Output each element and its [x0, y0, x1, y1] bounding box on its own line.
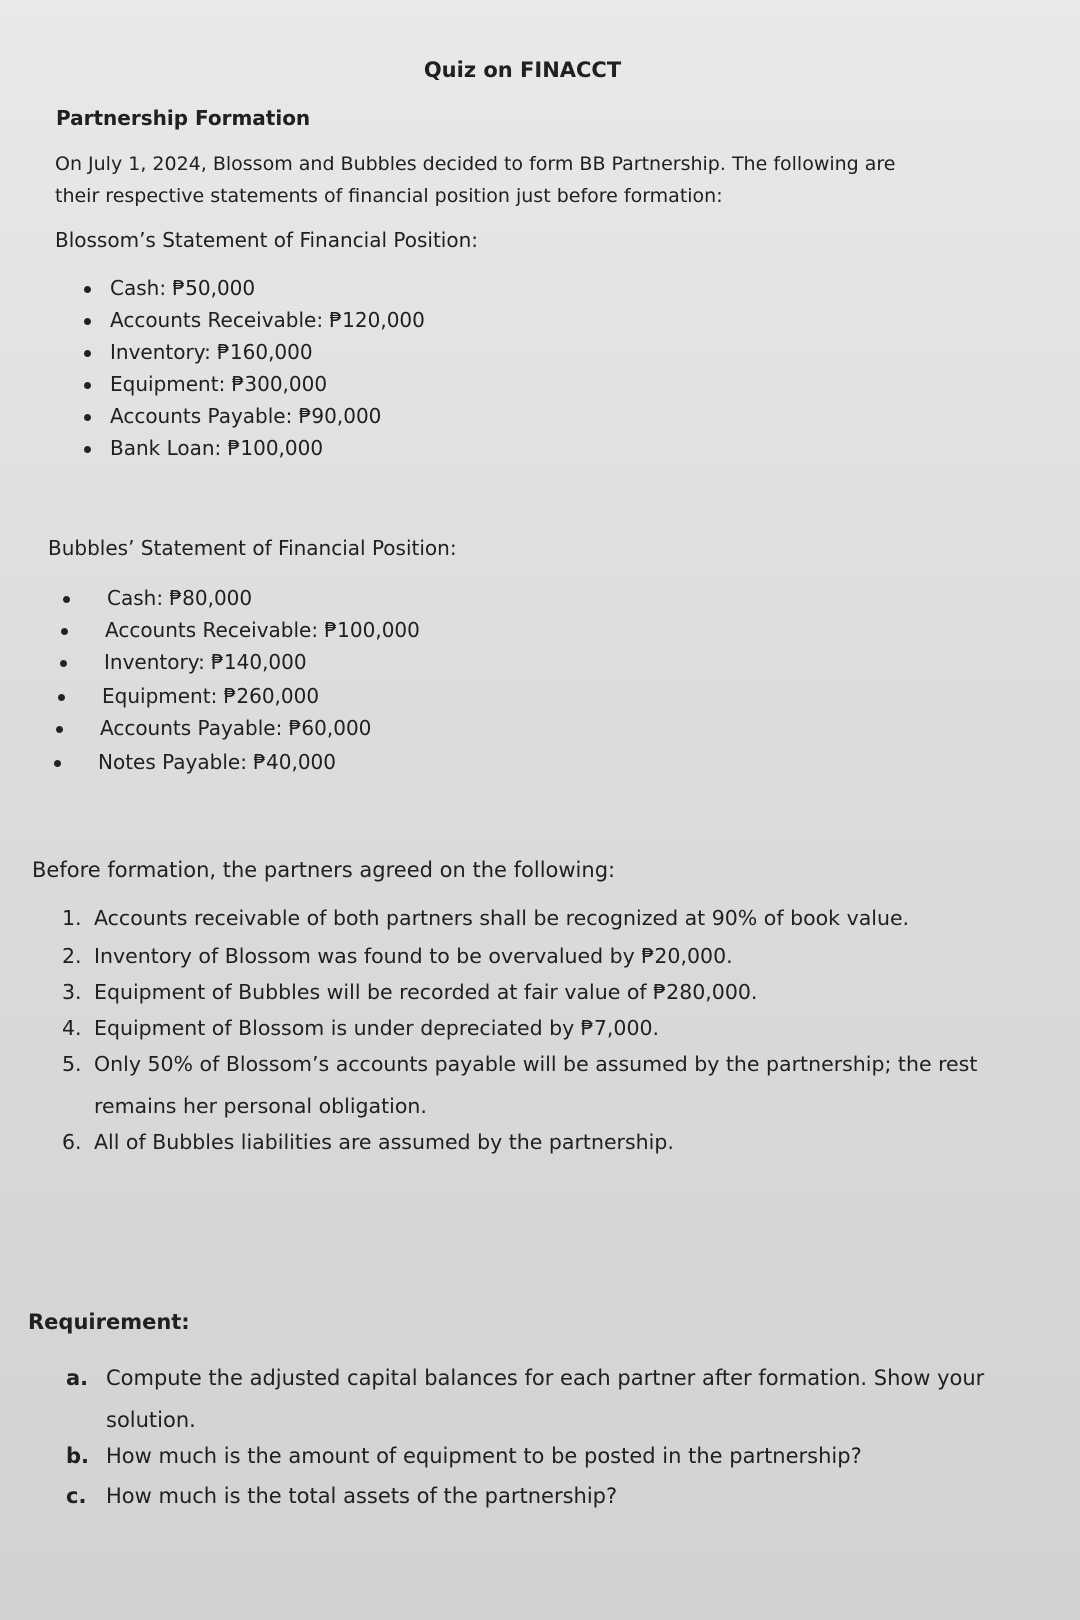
list-item: 1. Accounts receivable of both partners shall be recognized at 90% of book value.	[62, 906, 910, 930]
list-item: 5. Only 50% of Blossom’s accounts payable will be assumed by the partnership; the rest	[62, 1052, 978, 1076]
list-item: Cash: ₱80,000	[107, 586, 252, 610]
list-item: Equipment: ₱300,000	[110, 372, 327, 396]
list-item-continuation: remains her personal obligation.	[94, 1094, 427, 1118]
bullet-icon	[61, 628, 68, 635]
bullet-icon	[84, 350, 91, 357]
bullet-icon	[54, 760, 61, 767]
list-item: 6. All of Bubbles liabilities are assumed by the partnership.	[62, 1130, 674, 1154]
bullet-icon	[84, 414, 91, 421]
list-item: 2. Inventory of Blossom was found to be overvalued by ₱20,000.	[62, 944, 733, 968]
list-item: 3. Equipment of Bubbles will be recorded at fair value of ₱280,000.	[62, 980, 758, 1004]
bullet-icon	[84, 318, 91, 325]
list-item: a. Compute the adjusted capital balances for each partner after formation. Show your	[66, 1366, 985, 1390]
list-item: Equipment: ₱260,000	[102, 684, 319, 708]
bullet-icon	[63, 596, 70, 603]
list-item: b. How much is the amount of equipment to be posted in the partnership?	[66, 1444, 862, 1468]
section-heading: Partnership Formation	[56, 106, 311, 130]
intro-line-1: On July 1, 2024, Blossom and Bubbles decided to form BB Partnership. The following are	[55, 153, 896, 175]
blossom-heading: Blossom’s Statement of Financial Position:	[55, 228, 478, 252]
list-item: Accounts Payable: ₱60,000	[100, 716, 371, 740]
list-item: Cash: ₱50,000	[110, 276, 255, 300]
bullet-icon	[60, 660, 67, 667]
list-item: Notes Payable: ₱40,000	[98, 750, 336, 774]
list-item: Accounts Receivable: ₱120,000	[110, 308, 425, 332]
bullet-icon	[56, 726, 63, 733]
list-item: Bank Loan: ₱100,000	[110, 436, 323, 460]
list-item: Inventory: ₱160,000	[110, 340, 313, 364]
list-item: c. How much is the total assets of the partnership?	[66, 1484, 618, 1508]
intro-line-2: their respective statements of financial position just before formation:	[55, 185, 723, 207]
list-item-continuation: solution.	[106, 1408, 196, 1432]
list-item: Accounts Receivable: ₱100,000	[105, 618, 420, 642]
bullet-icon	[84, 446, 91, 453]
quiz-title: Quiz on FINACCT	[423, 58, 622, 82]
list-item: Inventory: ₱140,000	[104, 650, 307, 674]
list-item: 4. Equipment of Blossom is under depreciated by ₱7,000.	[62, 1016, 660, 1040]
bullet-icon	[58, 694, 65, 701]
requirement-heading: Requirement:	[28, 1310, 190, 1334]
bubbles-heading: Bubbles’ Statement of Financial Position:	[48, 536, 457, 560]
list-item: Accounts Payable: ₱90,000	[110, 404, 381, 428]
agreements-heading: Before formation, the partners agreed on the following:	[32, 858, 616, 882]
bullet-icon	[84, 382, 91, 389]
bullet-icon	[84, 286, 91, 293]
